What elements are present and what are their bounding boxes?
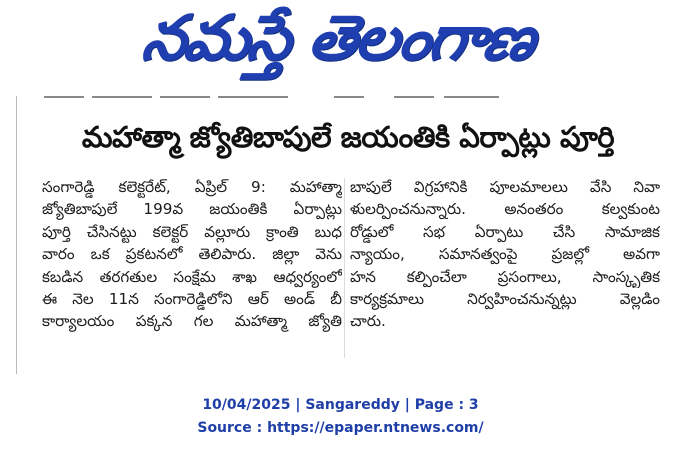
- source-credit: Source : https://epaper.ntnews.com/: [197, 420, 484, 436]
- article-clipping: [16, 96, 666, 374]
- article-body-left-column: [42, 176, 342, 333]
- masthead-logo-text: నమస్తే తెలంగాణ: [138, 1, 539, 74]
- column-divider: [344, 178, 345, 358]
- body-line: హన కల్పించేలా ప్రసంగాలు, సాంస్కృతిక: [350, 267, 660, 286]
- newspaper-masthead: [138, 1, 539, 88]
- body-line: ళులర్పించనున్నారు. అనంతరం కల్వకుంట: [350, 200, 660, 219]
- body-line: ఈ నెల 11న సంగారెడ్డిలోని ఆర్ అండ్ బీ: [42, 289, 342, 308]
- clipping-footer: [0, 394, 681, 440]
- body-line: కార్యక్రమాలు నిర్వహించనున్నట్లు వెల్లడిం: [350, 289, 660, 308]
- body-line: చారు.: [350, 312, 386, 331]
- body-line: బాపులే విగ్రహానికి పూలమాలలు వేసి నివా: [350, 178, 660, 196]
- dateline: 10/04/2025 | Sangareddy | Page : 3: [202, 397, 479, 413]
- body-line: వారం ఒక ప్రకటనలో తెలిపారు. జిల్లా వెను: [42, 245, 342, 264]
- article-body-right-column: [350, 176, 660, 333]
- body-line: రోడ్డులో సభ ఏర్పాటు చేసి సామాజిక: [350, 222, 660, 241]
- body-line: పూర్తి చేసినట్టు కలెక్టర్ వల్లూరు క్రాంతి బుధ: [42, 222, 342, 241]
- body-line: కార్యాలయం పక్కన గల మహాత్మా జ్యోతి: [42, 312, 342, 331]
- body-line: కబడిన తరగతుల సంక్షేమ శాఖ ఆధ్వర్యంలో: [42, 267, 342, 286]
- article-headline: మహాత్మా జ్యోతిబాపులే జయంతికి ఏర్పాట్లు పూర్తి: [81, 120, 615, 154]
- cropped-previous-article-strip: [44, 96, 644, 100]
- body-line: జ్యోతిబాపులే 199వ జయంతికి ఏర్పాట్లు: [42, 200, 342, 219]
- clipping-edge-rule: [16, 96, 17, 374]
- body-line: సంగారెడ్డి కలెక్టరేట్, ఏప్రిల్ 9: మహాత్మా: [42, 178, 342, 196]
- body-line: న్యాయం, సమానత్వంపై ప్రజల్లో అవగా: [350, 245, 660, 264]
